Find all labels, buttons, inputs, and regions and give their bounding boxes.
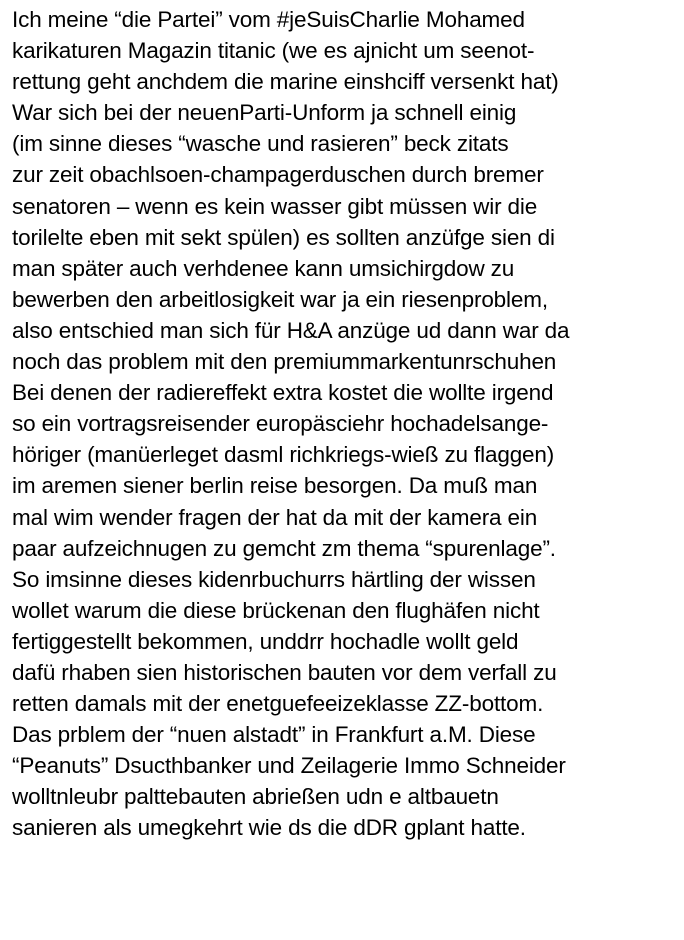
text-line-11: also entschied man sich für H&A anzüge ud dann war da [12,317,570,343]
text-line-25: “Peanuts” Dsucthbanker und Zeilagerie Immo Schneider [12,753,566,779]
text-line-1: Ich meine “die Partei” vom #jeSuisCharlie Mohamed [12,7,525,32]
text-line-2: karikaturen Magazin titanic (we es ajnicht um seenot- [12,38,535,64]
text-line-27: sanieren als umegkehrt wie ds die dDR gplant hatte. [12,815,526,841]
text-line-10: bewerben den arbeitlosigkeit war ja ein riesenproblem, [12,286,548,312]
text-line-9: man später auch verhdenee kann umsichirgdow zu [12,255,515,281]
text-line-8: torilelte eben mit sekt spülen) es sollten anzüfge sien di [12,224,555,250]
text-line-3: rettung geht anchdem die marine einshciff versenkt hat) [12,69,559,95]
text-line-12: noch das problem mit den premiummarkentunrschuhen [12,349,557,375]
text-line-13: Bei denen der radiereffekt extra kostet die wollte irgend [12,380,554,406]
text-line-22: dafü rhaben sien historischen bauten vor dem verfall zu [12,659,557,685]
text-line-5: (im sinne dieses “wasche und rasieren” beck zitats [12,131,509,157]
text-line-4: War sich bei der neuenParti-Unform ja schnell einig [12,100,517,126]
text-line-16: im aremen siener berlin reise besorgen. Da muß man [12,473,538,499]
text-line-7: senatoren – wenn es kein wasser gibt müssen wir die [12,193,538,219]
text-line-24: Das prblem der “nuen alstadt” in Frankfurt a.M. Diese [12,722,536,748]
text-line-6: zur zeit obachlsoen-champagerduschen durch bremer [12,162,544,188]
text-line-21: fertiggestellt bekommen, unddrr hochadle wollt geld [12,628,519,654]
text-line-15: höriger (manüerleget dasml richkriegs-wieß zu flaggen) [12,442,555,468]
text-line-14: so ein vortragsreisender europäsciehr hochadelsange- [12,411,549,437]
text-line-17: mal wim wender fragen der hat da mit der kamera ein [12,504,538,530]
text-line-26: wolltnleubr palttebauten abrießen udn e altbauetn [12,784,499,810]
text-line-23: retten damals mit der enetguefeeizeklasse ZZ-bottom. [12,691,544,717]
document-page [12,4,680,844]
text-line-19: So imsinne dieses kidenrbuchurrs härtling der wissen [12,566,536,592]
text-line-20: wollet warum die diese brückenan den flughäfen nicht [12,597,540,623]
text-line-18: paar aufzeichnugen zu gemcht zm thema “spurenlage”. [12,535,556,561]
